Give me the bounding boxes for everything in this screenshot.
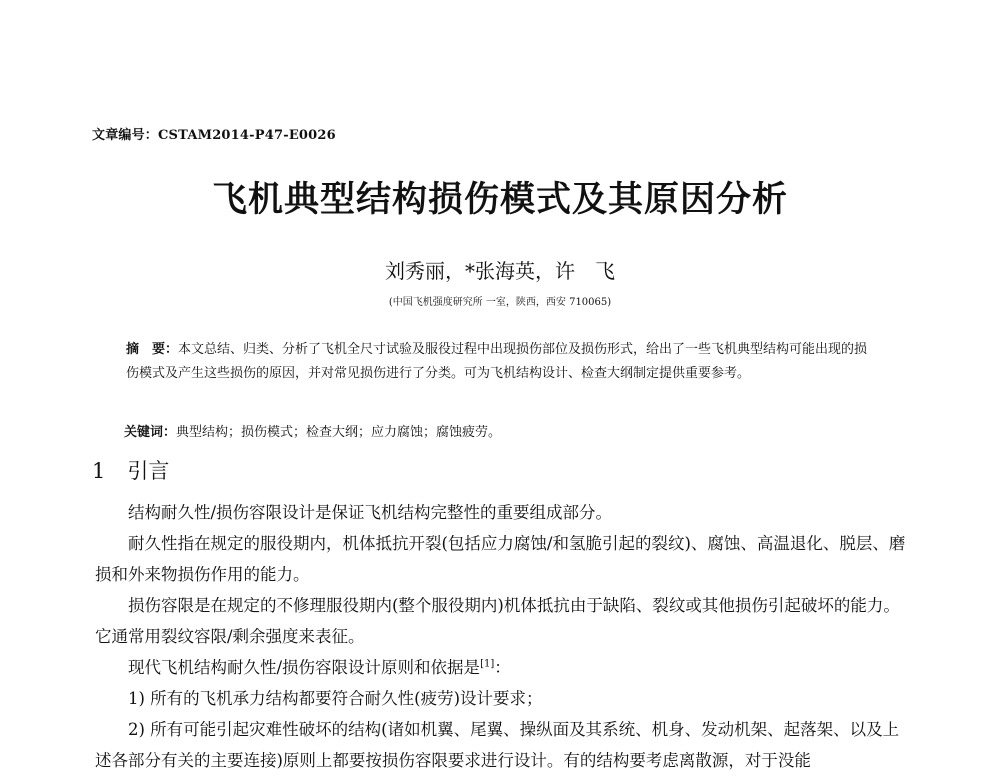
keywords [124, 421, 501, 440]
list-item: 2) 所有可能引起灾难性破坏的结构(诸如机翼、尾翼、操纵面及其系统、机身、发动机架、起落架、以及上述各部分有关的主要连接)原则上都要按损伤容限要求进行设计。有的结构要考虑离散源，对于没能 [95, 720, 900, 770]
abstract [126, 338, 871, 386]
section-heading [92, 455, 169, 485]
article-id-label: 文章编号： [92, 128, 159, 143]
article-id [92, 124, 336, 143]
list-item: 1) 所有的飞机承力结构都要符合耐久性(疲劳)设计要求； [128, 689, 543, 708]
section-number: 1 [92, 459, 106, 483]
abstract-label: 摘 要： [126, 342, 179, 357]
paragraph-end: ： [494, 658, 511, 677]
keywords-text: 典型结构；损伤模式；检查大纲；应力腐蚀；腐蚀疲劳。 [176, 425, 502, 440]
affiliation: (中国飞机强度研究所 一室，陕西，西安 710065) [388, 297, 612, 308]
paragraph: 结构耐久性/损伤容限设计是保证飞机结构完整性的重要组成部分。 [128, 503, 613, 522]
paragraph: 损伤容限是在规定的不修理服役期内(整个服役期内)机体抵抗由于缺陷、裂纹或其他损伤引起破坏的能力。它通常用裂纹容限/剩余强度来表征。 [95, 596, 900, 646]
paragraph-text: 现代飞机结构耐久性/损伤容限设计原则和依据是 [128, 658, 481, 677]
citation-ref[interactable]: [1] [480, 658, 495, 670]
paragraph [95, 652, 910, 683]
paragraph: 耐久性指在规定的服役期内，机体抵抗开裂(包括应力腐蚀/和氢脆引起的裂纹)、腐蚀、高温退化、脱层、磨损和外来物损伤作用的能力。 [95, 534, 906, 584]
section-title: 引言 [127, 459, 170, 483]
paper-title: 飞机典型结构损伤模式及其原因分析 [211, 180, 788, 220]
keywords-label: 关键词： [124, 425, 177, 440]
abstract-text: 本文总结、归类、分析了飞机全尺寸试验及服役过程中出现损伤部位及损伤形式，给出了一些飞机典型结构可能出现的损伤模式及产生这些损伤的原因，并对常见损伤进行了分类。可为飞机结构设计、检查大纲制定提供重要参考。 [126, 342, 868, 381]
article-id-value: CSTAM2014-P47-E0026 [158, 128, 336, 143]
body-text [95, 497, 910, 776]
author-list: 刘秀丽，*张海英，许 飞 [385, 259, 615, 283]
